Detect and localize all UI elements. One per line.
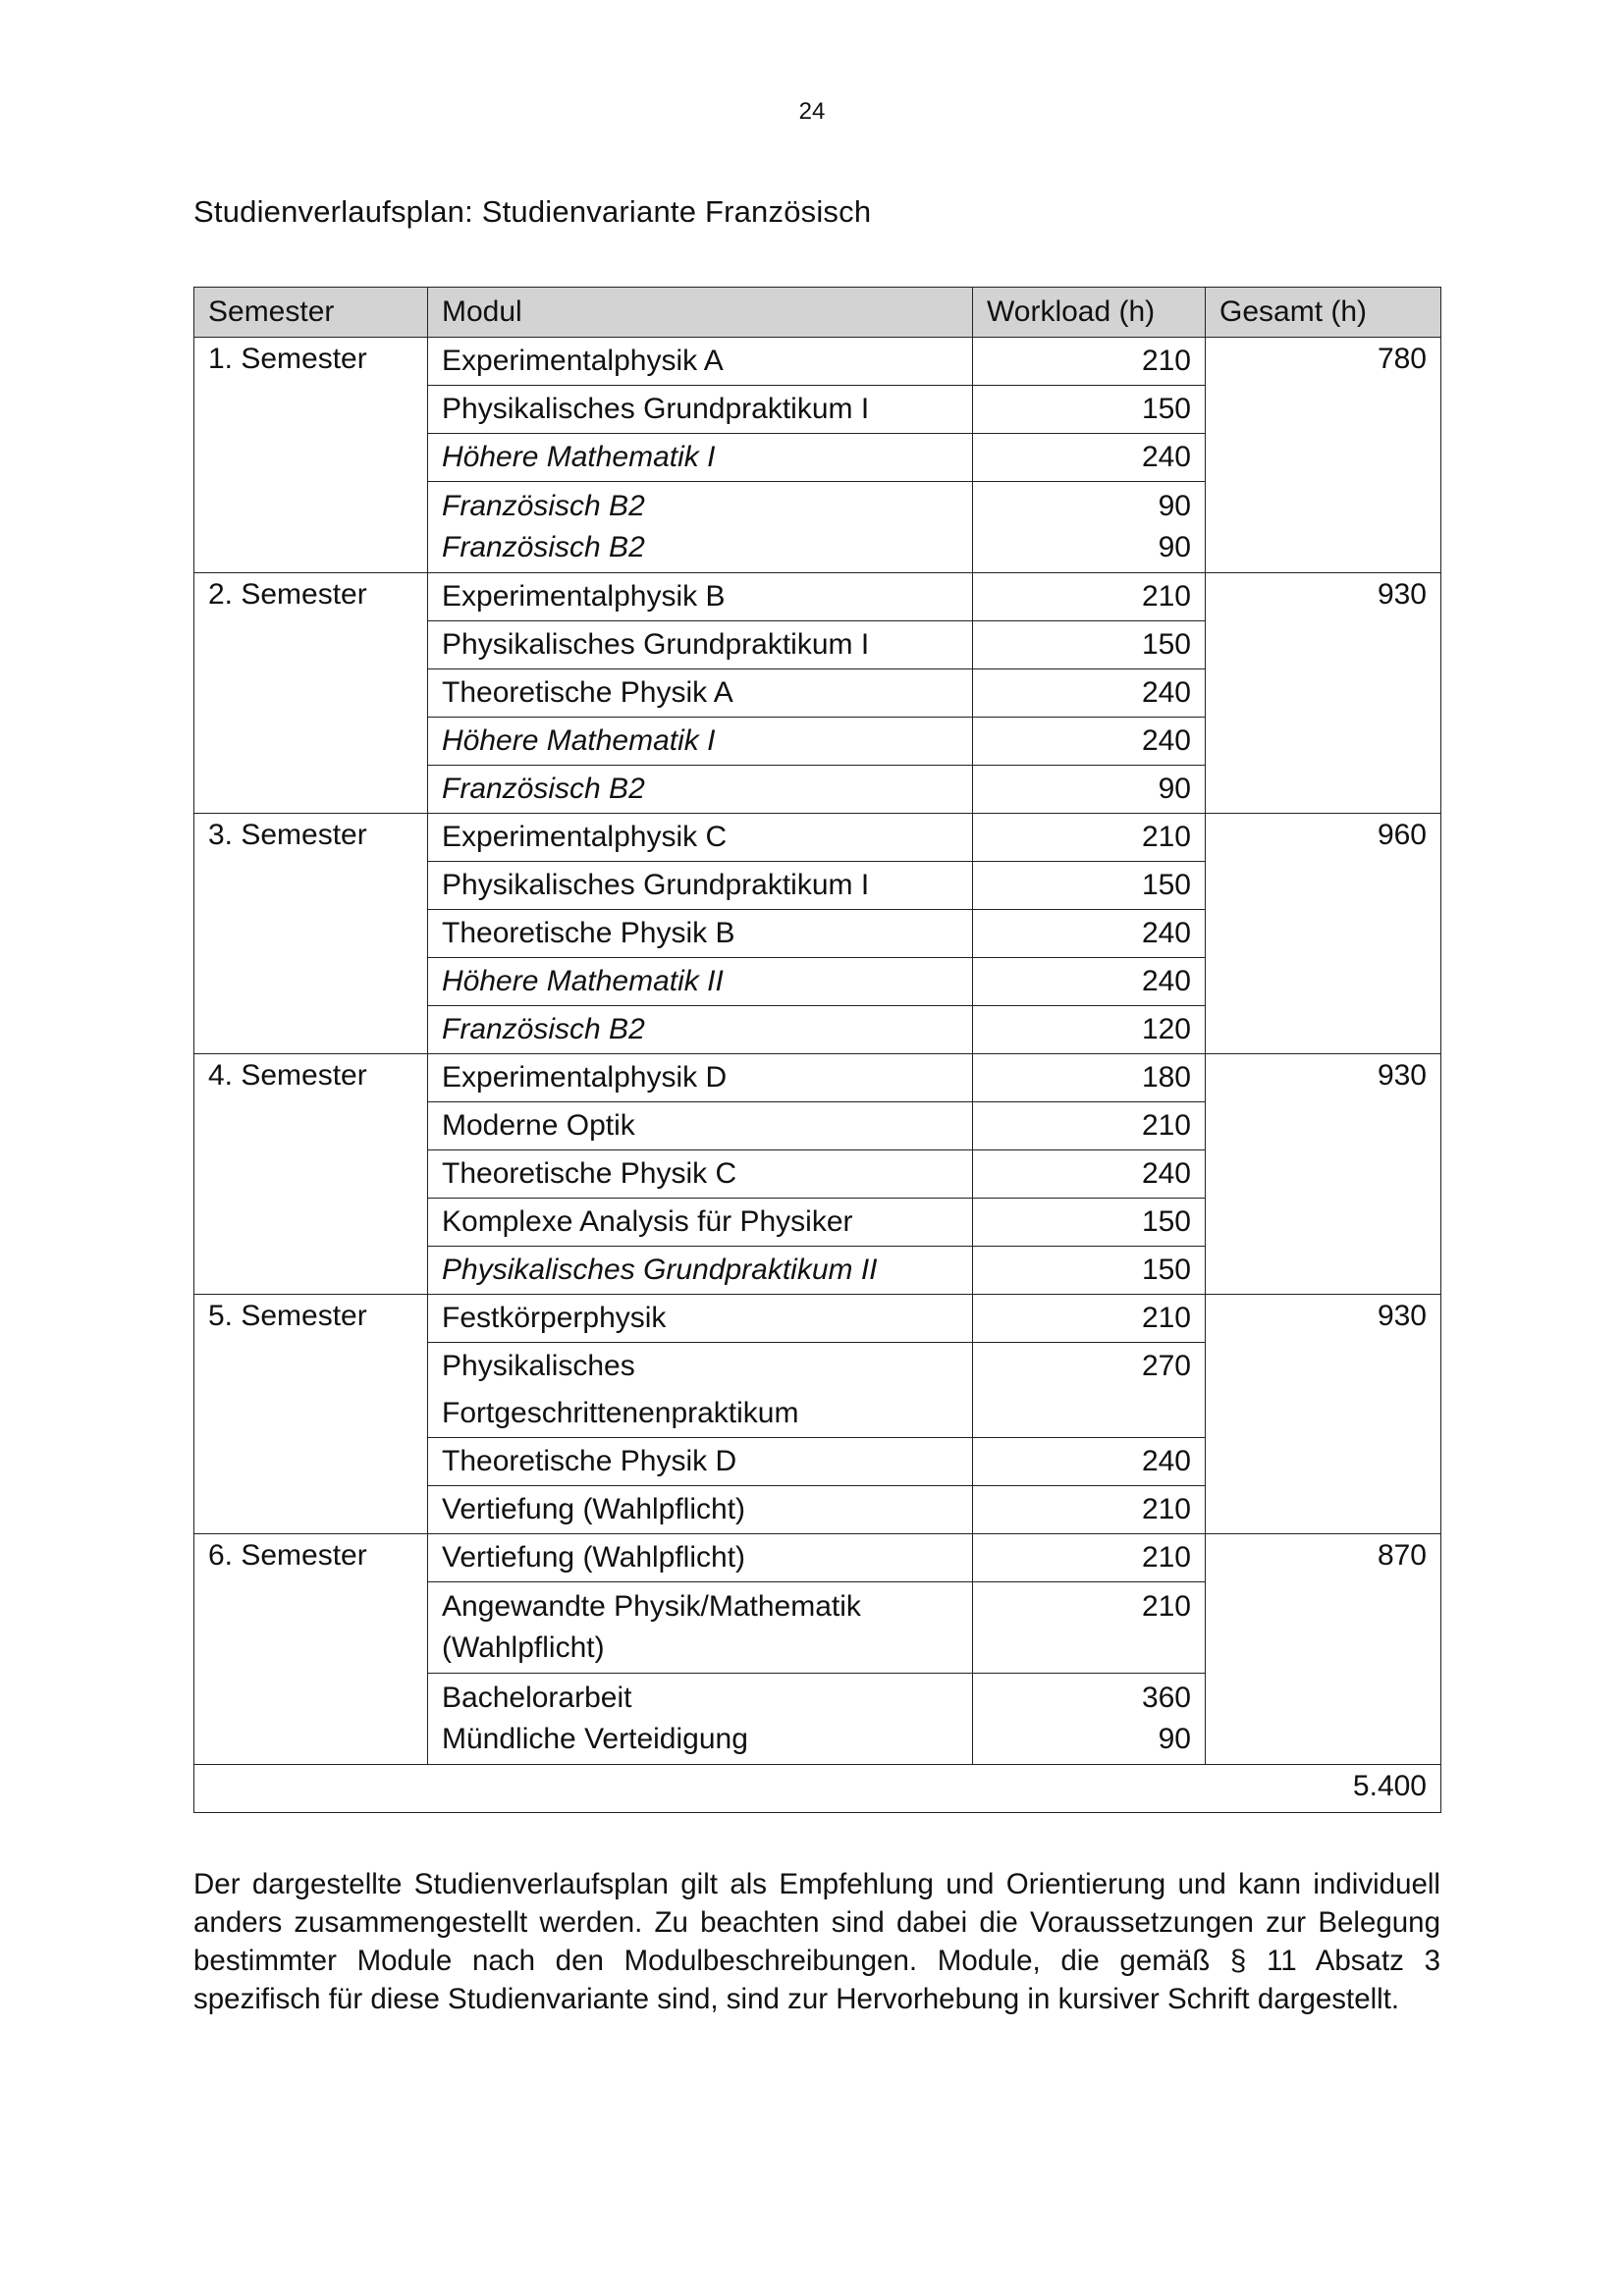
module-name: Höhere Mathematik I [442,441,716,473]
workload-value: 240 [1141,1445,1191,1477]
module-name: Theoretische Physik C [442,1157,737,1190]
workload-value: 210 [1141,345,1191,377]
module-cell [428,386,973,434]
semester-total: 870 [1206,1534,1441,1765]
module-cell [428,573,973,621]
workload-value: 150 [1141,628,1191,661]
module-cell [428,338,973,386]
module-name: Französisch B2 [442,1013,645,1045]
module-cell [428,1343,973,1438]
table-row [194,1295,1441,1343]
semester-total: 780 [1206,338,1441,573]
module-cell [428,1438,973,1486]
workload-value: 150 [1141,393,1191,425]
module-cell [428,1582,973,1674]
module-name: Komplexe Analysis für Physiker [442,1205,853,1238]
header-modul: Modul [428,288,973,338]
module-cell [428,814,973,862]
module-name: Theoretische Physik A [442,676,733,709]
semester-label: 6. Semester [194,1534,428,1765]
module-name: Höhere Mathematik II [442,965,724,997]
module-name: Experimentalphysik D [442,1061,728,1094]
workload-value: 210 [1141,1590,1191,1623]
workload-value: 240 [1141,724,1191,757]
module-cell [428,1102,973,1150]
module-cell [428,1199,973,1247]
table-header-row [194,288,1441,338]
workload-value: 240 [1141,676,1191,709]
workload-cell [973,1199,1206,1247]
module-name: Französisch B2 [442,773,645,805]
workload-value: 210 [1141,1541,1191,1574]
workload-value: 210 [1141,580,1191,613]
table-row [194,1054,1441,1102]
header-workload: Workload (h) [973,288,1206,338]
document-title: Studienverlaufsplan: Studienvariante Französisch [193,194,872,229]
workload-cell [973,1054,1206,1102]
workload-cell [973,1150,1206,1199]
workload-cell [973,766,1206,814]
workload-cell [973,958,1206,1006]
workload-value: 240 [1141,1157,1191,1190]
module-cell [428,1534,973,1582]
workload-cell [973,1486,1206,1534]
workload-value: 240 [1141,965,1191,997]
workload-cell [973,1247,1206,1295]
module-cell [428,669,973,718]
table-row [194,573,1441,621]
module-name: Theoretische Physik B [442,917,735,949]
workload-cell [973,338,1206,386]
workload-value: 360 [1141,1682,1191,1714]
module-cell [428,766,973,814]
table-row [194,814,1441,862]
workload-value: 150 [1141,869,1191,901]
module-name: Vertiefung (Wahlpflicht) [442,1541,746,1574]
header-semester: Semester [194,288,428,338]
module-name: Physikalisches Grundpraktikum II [442,1254,878,1286]
semester-total: 930 [1206,1054,1441,1295]
module-cell [428,862,973,910]
workload-value: 270 [1141,1350,1191,1382]
workload-cell [973,621,1206,669]
workload-value: 90 [1158,531,1191,563]
workload-cell [973,1438,1206,1486]
module-cell [428,1295,973,1343]
workload-value: 120 [1141,1013,1191,1045]
module-name: Festkörperphysik [442,1302,667,1334]
header-gesamt: Gesamt (h) [1206,288,1441,338]
module-cell [428,1054,973,1102]
table-body [194,338,1441,1765]
module-cell [428,958,973,1006]
workload-cell [973,1295,1206,1343]
workload-cell [973,482,1206,573]
module-name: Angewandte Physik/Mathematik (Wahlpflicht) [442,1590,861,1664]
workload-value: 90 [1158,490,1191,522]
module-name: Experimentalphysik A [442,345,724,377]
grand-total-row [194,1765,1441,1813]
module-cell [428,1247,973,1295]
semester-label: 3. Semester [194,814,428,1054]
semester-label: 5. Semester [194,1295,428,1534]
workload-value: 210 [1141,1493,1191,1525]
module-cell [428,1006,973,1054]
module-name: Physikalisches Fortgeschrittenenpraktikum [442,1350,799,1429]
workload-cell [973,862,1206,910]
semester-label: 1. Semester [194,338,428,573]
workload-cell [973,669,1206,718]
table-row [194,1534,1441,1582]
workload-cell [973,1006,1206,1054]
workload-value: 210 [1141,1302,1191,1334]
module-name: Höhere Mathematik I [442,724,716,757]
module-name: Französisch B2 [442,531,645,563]
module-name: Bachelorarbeit [442,1682,632,1714]
module-cell [428,910,973,958]
workload-value: 210 [1141,1109,1191,1142]
workload-cell [973,1343,1206,1438]
semester-total: 930 [1206,1295,1441,1534]
workload-value: 90 [1158,1723,1191,1755]
module-cell [428,1674,973,1765]
workload-cell [973,1534,1206,1582]
module-name: Vertiefung (Wahlpflicht) [442,1493,746,1525]
module-name: Theoretische Physik D [442,1445,737,1477]
table-row [194,338,1441,386]
module-name: Physikalisches Grundpraktikum I [442,869,870,901]
workload-cell [973,1582,1206,1674]
workload-value: 90 [1158,773,1191,805]
module-name: Experimentalphysik C [442,821,728,853]
module-name: Physikalisches Grundpraktikum I [442,628,870,661]
workload-value: 150 [1141,1254,1191,1286]
study-plan-table [193,287,1441,1813]
module-name: Mündliche Verteidigung [442,1723,748,1755]
workload-value: 180 [1141,1061,1191,1094]
module-name: Französisch B2 [442,490,645,522]
workload-cell [973,1674,1206,1765]
workload-value: 210 [1141,821,1191,853]
workload-cell [973,434,1206,482]
grand-total: 5.400 [194,1765,1441,1813]
module-cell [428,718,973,766]
workload-value: 240 [1141,441,1191,473]
module-cell [428,1150,973,1199]
page-number: 24 [798,98,826,125]
module-name: Moderne Optik [442,1109,635,1142]
semester-total: 930 [1206,573,1441,814]
workload-cell [973,814,1206,862]
workload-cell [973,386,1206,434]
module-cell [428,621,973,669]
workload-value: 150 [1141,1205,1191,1238]
semester-label: 4. Semester [194,1054,428,1295]
module-cell [428,482,973,573]
module-name: Physikalisches Grundpraktikum I [442,393,870,425]
semester-label: 2. Semester [194,573,428,814]
module-cell [428,434,973,482]
module-name: Experimentalphysik B [442,580,726,613]
workload-cell [973,910,1206,958]
footnote-paragraph: Der dargestellte Studienverlaufsplan gilt als Empfehlung und Orientierung und kann individuell anders zusammengestellt werden. Zu beachten sind dabei die Voraussetzungen zur Belegung bestimmter Module nach den Modulbeschreibungen. Module, die gemäß § 11 Absatz 3 spezifisch für diese Studienvariante sind, sind zur Hervorhebung in kursiver Schrift dargestellt. [193,1868,1440,2015]
workload-cell [973,573,1206,621]
semester-total: 960 [1206,814,1441,1054]
module-cell [428,1486,973,1534]
workload-cell [973,718,1206,766]
workload-cell [973,1102,1206,1150]
workload-value: 240 [1141,917,1191,949]
